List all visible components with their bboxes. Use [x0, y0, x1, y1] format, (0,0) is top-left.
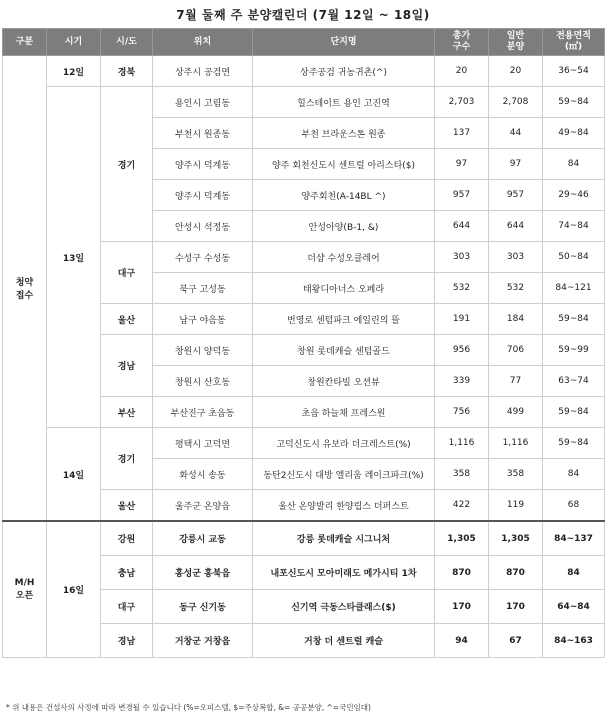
total-cell: 339: [435, 366, 489, 397]
total-cell: 957: [435, 180, 489, 211]
complex-name-cell: 번영로 센텀파크 에일린의 뜰: [253, 304, 435, 335]
complex-name-cell: 창원칸타빌 오션뷰: [253, 366, 435, 397]
region-cell: 경기: [101, 428, 153, 490]
area-cell: 84~137: [543, 521, 605, 556]
table-row: [3, 56, 605, 87]
area-cell: 59~84: [543, 397, 605, 428]
complex-name-cell: 초읍 하늘채 프레스원: [253, 397, 435, 428]
region-cell: 강원: [101, 521, 153, 556]
area-cell: 49~84: [543, 118, 605, 149]
general-cell: 1,305: [489, 521, 543, 556]
date-cell: 13일: [47, 87, 101, 428]
area-cell: 84: [543, 556, 605, 590]
location-cell: 남구 야음동: [153, 304, 253, 335]
general-cell: 706: [489, 335, 543, 366]
complex-name-cell: 내포신도시 모아미래도 메가시티 1차: [253, 556, 435, 590]
region-cell: 경북: [101, 56, 153, 87]
table-row: [3, 428, 605, 459]
general-cell: 957: [489, 180, 543, 211]
total-cell: 2,703: [435, 87, 489, 118]
location-cell: 용인시 고림동: [153, 87, 253, 118]
location-cell: 양주시 덕계동: [153, 180, 253, 211]
location-cell: 강릉시 교동: [153, 521, 253, 556]
complex-name-cell: 동탄2신도시 대방 엘리움 레이크파크(%): [253, 459, 435, 490]
region-cell: 경남: [101, 335, 153, 397]
region-cell: 경기: [101, 87, 153, 242]
general-cell: 67: [489, 624, 543, 658]
location-cell: 북구 고성동: [153, 273, 253, 304]
total-cell: 358: [435, 459, 489, 490]
location-cell: 부천시 원종동: [153, 118, 253, 149]
total-cell: 1,305: [435, 521, 489, 556]
total-cell: 97: [435, 149, 489, 180]
general-cell: 303: [489, 242, 543, 273]
complex-name-cell: 신기역 극동스타클래스($): [253, 590, 435, 624]
region-cell: 울산: [101, 490, 153, 522]
location-cell: 창원시 산호동: [153, 366, 253, 397]
complex-name-cell: 양주 회천신도시 센트럴 아리스타($): [253, 149, 435, 180]
header-area: 전용면적 (㎡): [543, 29, 605, 56]
complex-name-cell: 고덕신도시 유보라 더크레스트(%): [253, 428, 435, 459]
complex-name-cell: 창원 롯데캐슬 센텀골드: [253, 335, 435, 366]
total-cell: 20: [435, 56, 489, 87]
general-cell: 20: [489, 56, 543, 87]
general-cell: 358: [489, 459, 543, 490]
total-cell: 191: [435, 304, 489, 335]
date-cell: 16일: [47, 521, 101, 658]
area-cell: 59~84: [543, 428, 605, 459]
location-cell: 울주군 온양읍: [153, 490, 253, 522]
area-cell: 64~84: [543, 590, 605, 624]
area-cell: 84~121: [543, 273, 605, 304]
general-cell: 2,708: [489, 87, 543, 118]
region-cell: 부산: [101, 397, 153, 428]
general-cell: 532: [489, 273, 543, 304]
area-cell: 36~54: [543, 56, 605, 87]
region-cell: 대구: [101, 590, 153, 624]
location-cell: 부산진구 초읍동: [153, 397, 253, 428]
total-cell: 756: [435, 397, 489, 428]
general-cell: 1,116: [489, 428, 543, 459]
total-cell: 870: [435, 556, 489, 590]
complex-name-cell: 울산 온양발리 한양립스 더퍼스트: [253, 490, 435, 522]
location-cell: 안성시 석정동: [153, 211, 253, 242]
general-cell: 644: [489, 211, 543, 242]
footnote: * 위 내용은 건설사의 사정에 따라 변경될 수 있습니다 (%=오피스텔, $=주상복합, &= 공공분양, ^=국민임대): [6, 703, 371, 712]
table-row: [3, 87, 605, 118]
total-cell: 170: [435, 590, 489, 624]
header-region: 시/도: [101, 29, 153, 56]
total-cell: 1,116: [435, 428, 489, 459]
general-cell: 170: [489, 590, 543, 624]
area-cell: 84: [543, 459, 605, 490]
header-complex-name: 단지명: [253, 29, 435, 56]
general-cell: 184: [489, 304, 543, 335]
header-date: 시기: [47, 29, 101, 56]
total-cell: 94: [435, 624, 489, 658]
complex-name-cell: 상주공검 귀농귀촌(^): [253, 56, 435, 87]
area-cell: 84~163: [543, 624, 605, 658]
general-cell: 77: [489, 366, 543, 397]
complex-name-cell: 거창 더 센트럴 캐슬: [253, 624, 435, 658]
region-cell: 대구: [101, 242, 153, 304]
complex-name-cell: 강릉 롯데캐슬 시그니처: [253, 521, 435, 556]
schedule-table: [2, 28, 605, 658]
area-cell: 74~84: [543, 211, 605, 242]
area-cell: 59~99: [543, 335, 605, 366]
total-cell: 644: [435, 211, 489, 242]
complex-name-cell: 부천 브라운스톤 원종: [253, 118, 435, 149]
table-header-row: [3, 29, 605, 56]
location-cell: 홍성군 홍북읍: [153, 556, 253, 590]
general-cell: 499: [489, 397, 543, 428]
header-location: 위치: [153, 29, 253, 56]
general-cell: 44: [489, 118, 543, 149]
total-cell: 532: [435, 273, 489, 304]
general-cell: 119: [489, 490, 543, 522]
location-cell: 양주시 덕계동: [153, 149, 253, 180]
area-cell: 84: [543, 149, 605, 180]
total-cell: 137: [435, 118, 489, 149]
complex-name-cell: 안성아양(B-1, &): [253, 211, 435, 242]
area-cell: 63~74: [543, 366, 605, 397]
location-cell: 화성시 송동: [153, 459, 253, 490]
location-cell: 창원시 양덕동: [153, 335, 253, 366]
date-cell: 14일: [47, 428, 101, 522]
location-cell: 수성구 수성동: [153, 242, 253, 273]
location-cell: 동구 신기동: [153, 590, 253, 624]
complex-name-cell: 양주회천(A-14BL ^): [253, 180, 435, 211]
total-cell: 956: [435, 335, 489, 366]
area-cell: 68: [543, 490, 605, 522]
page-title: 7월 둘째 주 분양캘린더 (7월 12일 ~ 18일): [176, 8, 430, 22]
location-cell: 평택시 고덕면: [153, 428, 253, 459]
header-total-units: 총가 구수: [435, 29, 489, 56]
region-cell: 울산: [101, 304, 153, 335]
table-row: [3, 521, 605, 556]
area-cell: 29~46: [543, 180, 605, 211]
general-cell: 870: [489, 556, 543, 590]
header-general-sale: 일반 분양: [489, 29, 543, 56]
area-cell: 50~84: [543, 242, 605, 273]
area-cell: 59~84: [543, 304, 605, 335]
location-cell: 상주시 공검면: [153, 56, 253, 87]
complex-name-cell: 더샵 수성오클레어: [253, 242, 435, 273]
total-cell: 422: [435, 490, 489, 522]
complex-name-cell: 힐스테이트 용인 고진역: [253, 87, 435, 118]
group-mh-open: M/H 오픈: [3, 521, 47, 658]
date-cell: 12일: [47, 56, 101, 87]
complex-name-cell: 태왕디아너스 오페라: [253, 273, 435, 304]
general-cell: 97: [489, 149, 543, 180]
region-cell: 충남: [101, 556, 153, 590]
group-subscription: 청약 접수: [3, 56, 47, 522]
area-cell: 59~84: [543, 87, 605, 118]
header-category: 구분: [3, 29, 47, 56]
total-cell: 303: [435, 242, 489, 273]
location-cell: 거창군 거창읍: [153, 624, 253, 658]
region-cell: 경남: [101, 624, 153, 658]
